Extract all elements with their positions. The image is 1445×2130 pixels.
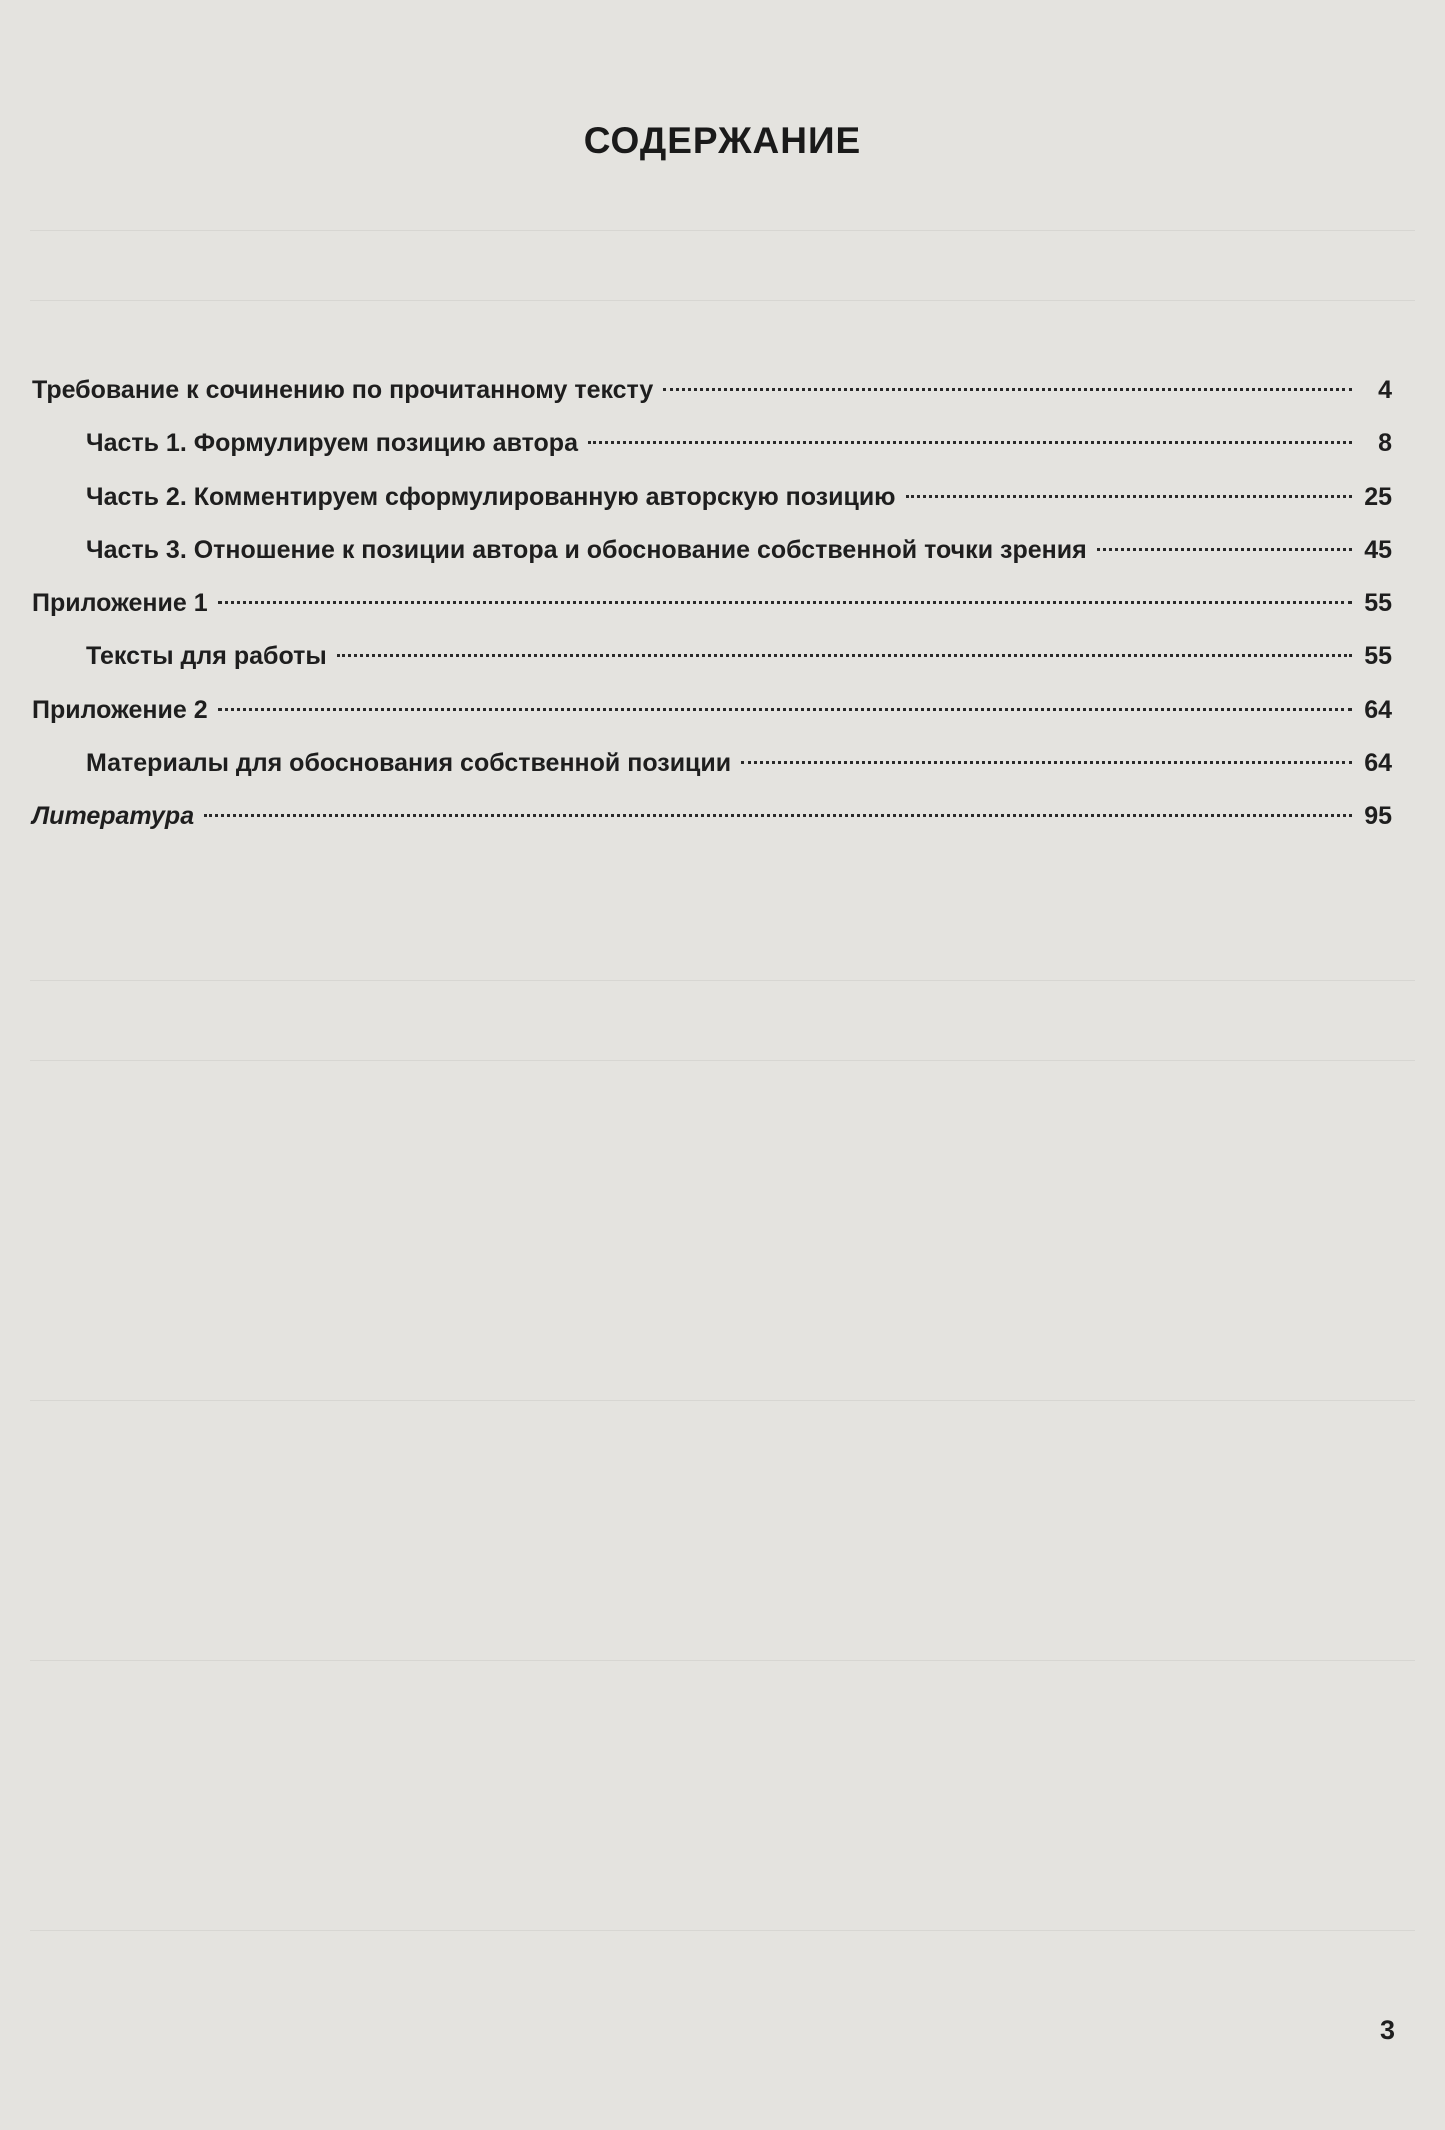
toc-dot-leader xyxy=(741,761,1352,764)
toc-entry-label: Часть 1. Формулируем позицию автора xyxy=(86,429,578,458)
show-through-line xyxy=(30,980,1415,981)
show-through-line xyxy=(30,1660,1415,1661)
toc-entry[interactable] xyxy=(32,743,1392,796)
toc-entry[interactable] xyxy=(32,796,1392,849)
toc-entry-label: Материалы для обоснования собственной позиции xyxy=(86,749,732,778)
show-through-line xyxy=(30,300,1415,301)
toc-dot-leader xyxy=(218,601,1352,604)
page-number: 3 xyxy=(1379,2015,1395,2045)
toc-entry-label: Приложение 1 xyxy=(32,589,208,618)
show-through-line xyxy=(30,1060,1415,1061)
toc-entry-page: 95 xyxy=(1364,802,1392,831)
show-through-line xyxy=(30,1930,1415,1931)
toc-entry[interactable] xyxy=(32,690,1392,743)
toc-dot-leader xyxy=(588,441,1352,444)
toc-entry-page: 55 xyxy=(1364,589,1392,618)
toc-entry-page: 4 xyxy=(1378,376,1392,404)
toc-entry-label: Требование к сочинению по прочитанному тексту xyxy=(32,376,654,404)
show-through-line xyxy=(30,1400,1415,1401)
toc-dot-leader xyxy=(337,654,1352,657)
toc-entry-label: Тексты для работы xyxy=(86,642,327,671)
toc-entry[interactable] xyxy=(32,636,1392,689)
toc-entry-page: 8 xyxy=(1378,429,1392,458)
toc-entry-page: 55 xyxy=(1364,642,1392,671)
toc-dot-leader xyxy=(204,814,1352,817)
table-of-contents xyxy=(32,370,1392,850)
toc-entry-label: Часть 3. Отношение к позиции автора и обоснование собственной точки зрения xyxy=(86,535,1087,564)
toc-dot-leader xyxy=(906,495,1352,498)
toc-entry-label: Литература xyxy=(32,802,195,831)
show-through-line xyxy=(30,230,1415,231)
toc-entry-page: 64 xyxy=(1364,695,1392,724)
toc-entry-page: 25 xyxy=(1364,482,1392,511)
page-title: СОДЕРЖАНИЕ xyxy=(583,120,862,161)
toc-entry[interactable] xyxy=(32,530,1392,583)
toc-dot-leader xyxy=(663,388,1352,391)
toc-entry[interactable] xyxy=(32,583,1392,636)
toc-entry-page: 45 xyxy=(1364,535,1392,564)
toc-dot-leader xyxy=(1097,548,1352,551)
toc-entry[interactable] xyxy=(32,423,1392,476)
toc-entry[interactable] xyxy=(32,477,1392,530)
toc-entry-label: Приложение 2 xyxy=(32,695,208,724)
toc-entry[interactable] xyxy=(32,370,1392,423)
toc-entry-page: 64 xyxy=(1364,749,1392,778)
toc-entry-label: Часть 2. Комментируем сформулированную авторскую позицию xyxy=(86,482,896,511)
toc-dot-leader xyxy=(218,708,1352,711)
